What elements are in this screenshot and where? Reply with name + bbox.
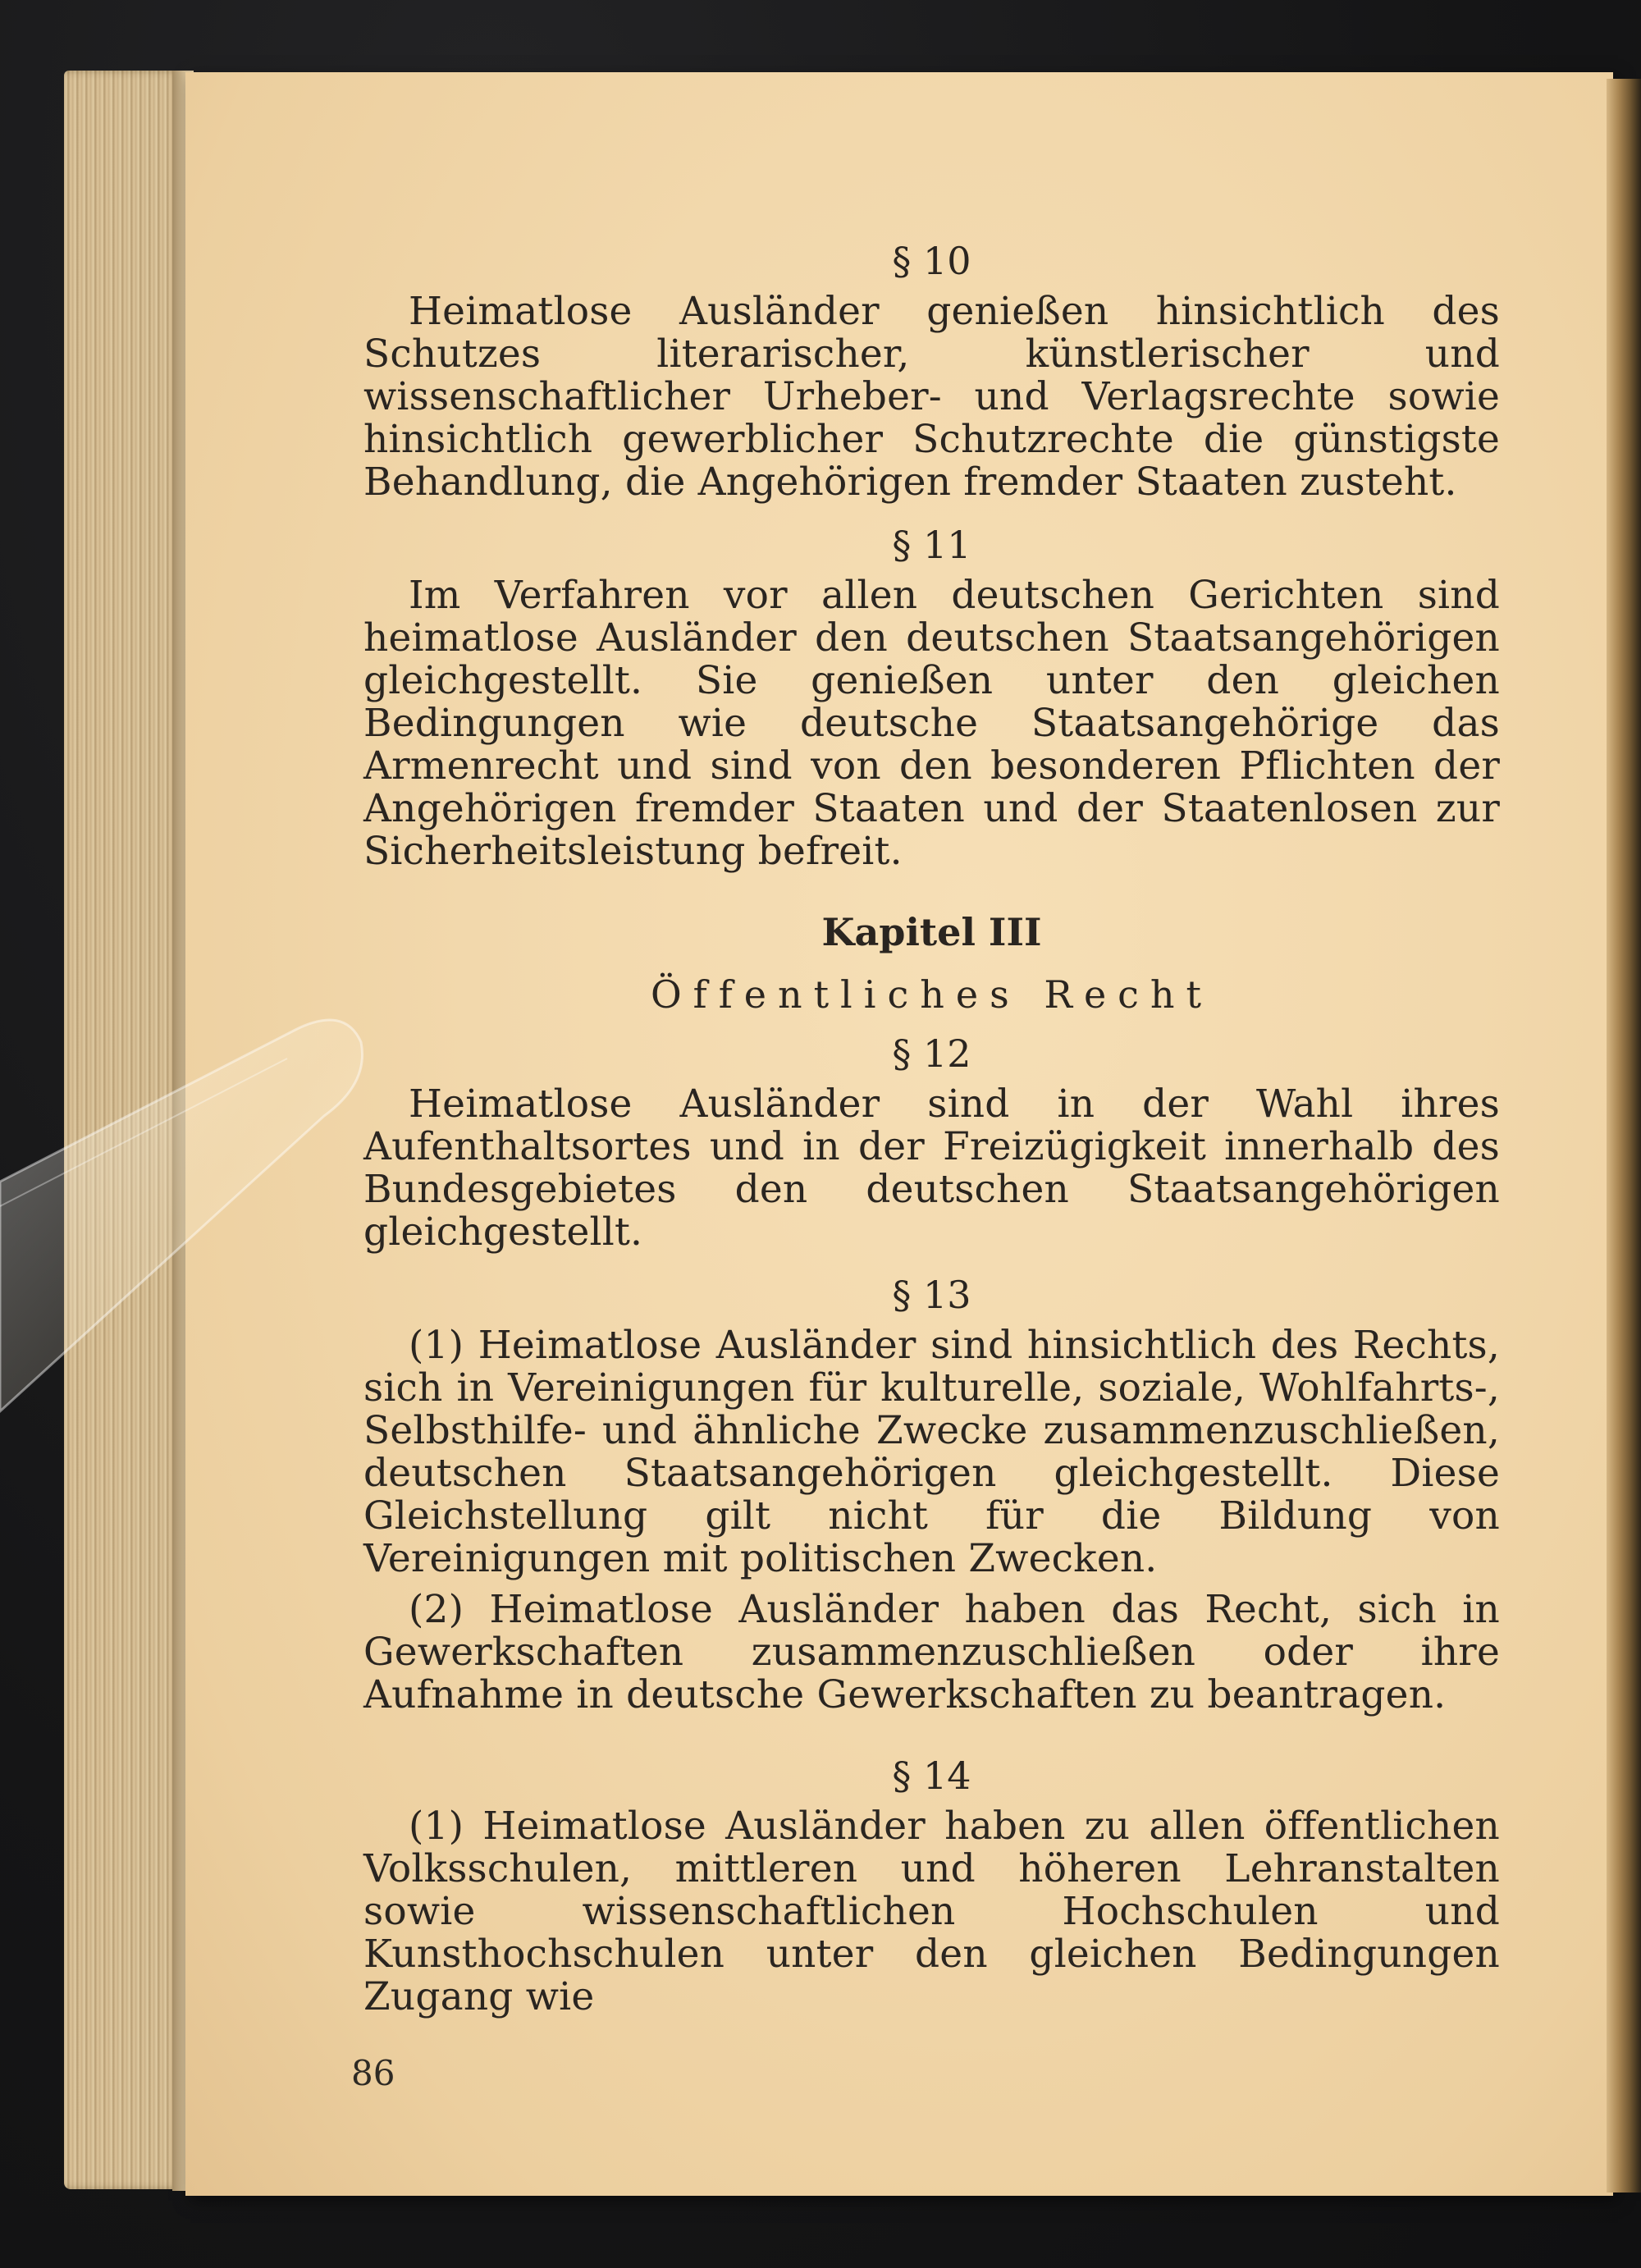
section-title-13: § 13 bbox=[892, 1273, 971, 1317]
page-block-edges bbox=[64, 71, 187, 2189]
page-number: 86 bbox=[351, 2053, 395, 2093]
section-12-paragraph: Heimatlose Ausländer sind in der Wahl ihres Aufenthaltsortes und in der Freizügigkeit innerhalb des Bundesgebietes den deutschen Staatsangehörigen gleichgestellt. bbox=[363, 1081, 1500, 1255]
section-14-paragraph-1: (1) Heimatlose Ausländer haben zu allen öffentlichen Volksschulen, mittleren und höheren Lehranstalten sowie wissenschaftlichen Hochschulen und Kunsthochschulen unter den gleichen Bedingungen Zugang wie bbox=[363, 1804, 1500, 2019]
page-right-edge bbox=[1607, 79, 1641, 2193]
section-title-14: § 14 bbox=[892, 1754, 971, 1798]
section-title-10: § 10 bbox=[892, 239, 971, 283]
section-11-paragraph: Im Verfahren vor allen deutschen Gerichten sind heimatlose Ausländer den deutschen Staatsangehörigen gleichgestellt. Sie genießen unter den gleichen Bedingungen wie deutsche Staatsangehörige das Armenrecht und sind von den besonderen Pflichten der Angehörigen fremder Staaten und der Staatenlosen zur Sicherheitsleistung befreit. bbox=[363, 573, 1500, 874]
section-title-11: § 11 bbox=[892, 523, 971, 567]
section-13-paragraph-1: (1) Heimatlose Ausländer sind hinsichtlich des Rechts, sich in Vereinigungen für kulturelle, soziale, Wohlfahrts-, Selbsthilfe- und ähnliche Zwecke zusammenzuschließen, deutschen Staatsangehörigen gleichgestellt. Diese Gleichstellung gilt nicht für die Bildung von Vereinigungen mit politischen Zwecken. bbox=[363, 1323, 1500, 1581]
chapter-subtitle: Öffentliches Recht bbox=[650, 972, 1214, 1017]
section-10-paragraph: Heimatlose Ausländer genießen hinsichtlich des Schutzes literarischer, künstlerischer und wissenschaftlicher Urheber- und Verlagsrechte sowie hinsichtlich gewerblicher Schutzrechte die günstigste Behandlung, die Angehörigen fremder Staaten zusteht. bbox=[363, 289, 1500, 505]
chapter-title: Kapitel III bbox=[821, 910, 1042, 954]
section-13-paragraph-2: (2) Heimatlose Ausländer haben das Recht, sich in Gewerkschaften zusammenzuschließen oder ihre Aufnahme in deutsche Gewerkschaften zu beantragen. bbox=[363, 1587, 1500, 1717]
section-title-12: § 12 bbox=[892, 1031, 971, 1076]
page-text bbox=[363, 240, 1500, 2019]
